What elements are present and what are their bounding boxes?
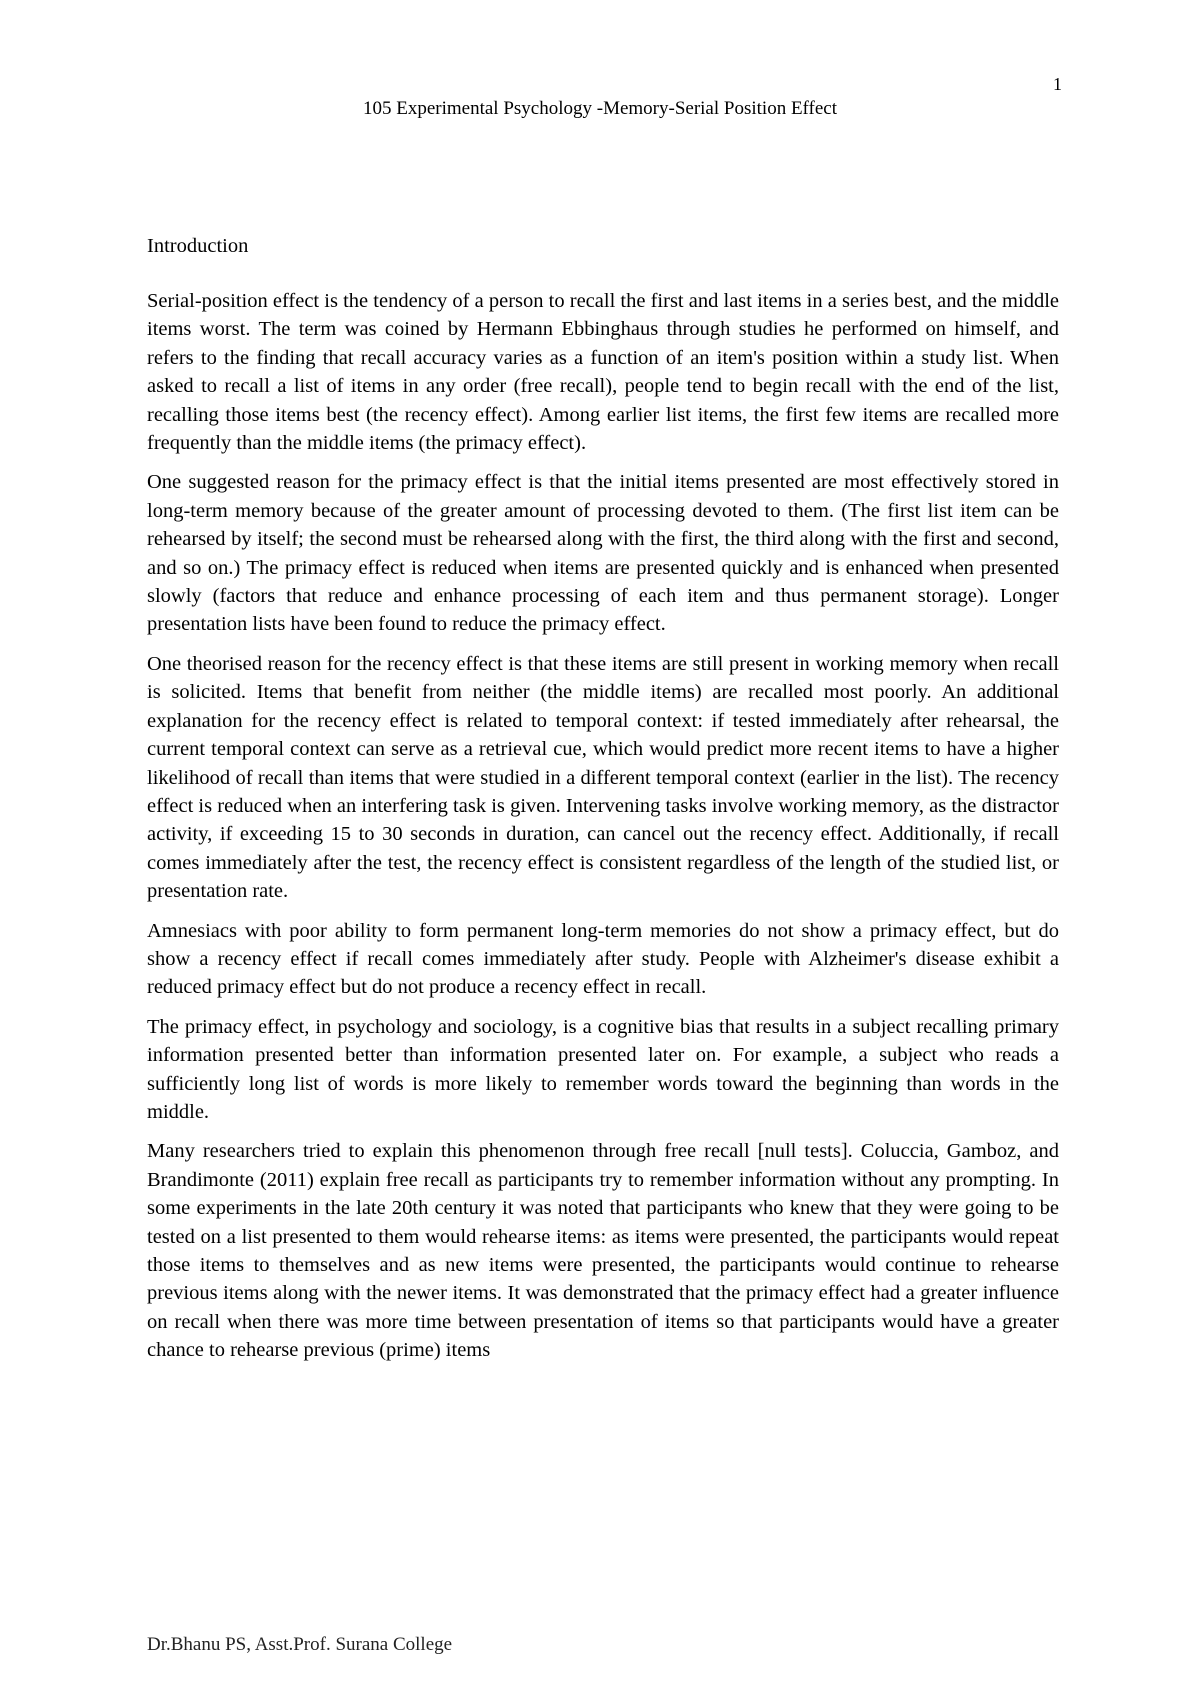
section-heading: Introduction (147, 235, 249, 257)
paragraph-recency-reason: One theorised reason for the recency effect is that these items are still present in working memory when recall is solicited. Items that benefit from neither (the middle items) are recalled most poorly. An additional explanation for the recency effect is related to temporal context: if tested immediately after rehearsal, the current temporal context can serve as a retrieval cue, which would predict more recent items to have a higher likelihood of recall than items that were studied in a different temporal context (earlier in the list). The recency effect is reduced when an interfering task is given. Intervening tasks involve working memory, as the distractor activity, if exceeding 15 to 30 seconds in duration, can cancel out the recency effect. Additionally, if recall comes immediately after the test, the recency effect is consistent regardless of the length of the studied list, or presentation rate. (147, 652, 1059, 903)
paragraph-serial-position: Serial-position effect is the tendency of a person to recall the first and last items in a series best, and the middle items worst. The term was coined by Hermann Ebbinghaus through studies he performed on himself, and refers to the finding that recall accuracy varies as a function of an item's position within a study list. When asked to recall a list of items in any order (free recall), people tend to begin recall with the end of the list, recalling those items best (the recency effect). Among earlier list items, the first few items are recalled more frequently than the middle items (the primacy effect). (147, 290, 1059, 455)
running-header: 105 Experimental Psychology -Memory-Serial Position Effect (362, 98, 838, 119)
paragraph-amnesiacs: Amnesiacs with poor ability to form permanent long-term memories do not show a primacy effect, but do show a recency effect if recall comes immediately after study. People with Alzheimer's disease exhibit a reduced primacy effect but do not produce a recency effect in recall. (147, 919, 1059, 999)
page-number: 1 (1053, 74, 1062, 94)
paragraph-primacy-reason: One suggested reason for the primacy effect is that the initial items presented are most effectively stored in long-term memory because of the greater amount of processing devoted to them. (The first list item can be rehearsed by itself; the second must be rehearsed along with the first, the third along with the first and second, and so on.) The primacy effect is reduced when items are presented quickly and is enhanced when presented slowly (factors that reduce and enhance processing of each item and thus permanent storage). Longer presentation lists have been found to reduce the primacy effect. (147, 471, 1059, 636)
paragraph-free-recall: Many researchers tried to explain this phenomenon through free recall [null tests]. Coluccia, Gamboz, and Brandimonte (2011) explain free recall as participants try to remember information without any prompting. In some experiments in the late 20th century it was noted that participants who knew that they were going to be tested on a list presented to them would rehearse items: as items were presented, the participants would repeat those items to themselves and as new items were presented, the participants would continue to rehearse previous items along with the newer items. It was demonstrated that the primacy effect had a greater influence on recall when there was more time between presentation of items so that participants would have a greater chance to rehearse previous (prime) items (147, 1140, 1059, 1362)
document-body (147, 232, 1059, 1376)
page-footer: Dr.Bhanu PS, Asst.Prof. Surana College (147, 1634, 453, 1655)
paragraph-primacy-definition: The primacy effect, in psychology and sociology, is a cognitive bias that results in a subject recalling primary information presented better than information presented later on. For example, a subject who reads a sufficiently long list of words is more likely to remember words toward the beginning than words in the middle. (147, 1015, 1059, 1123)
